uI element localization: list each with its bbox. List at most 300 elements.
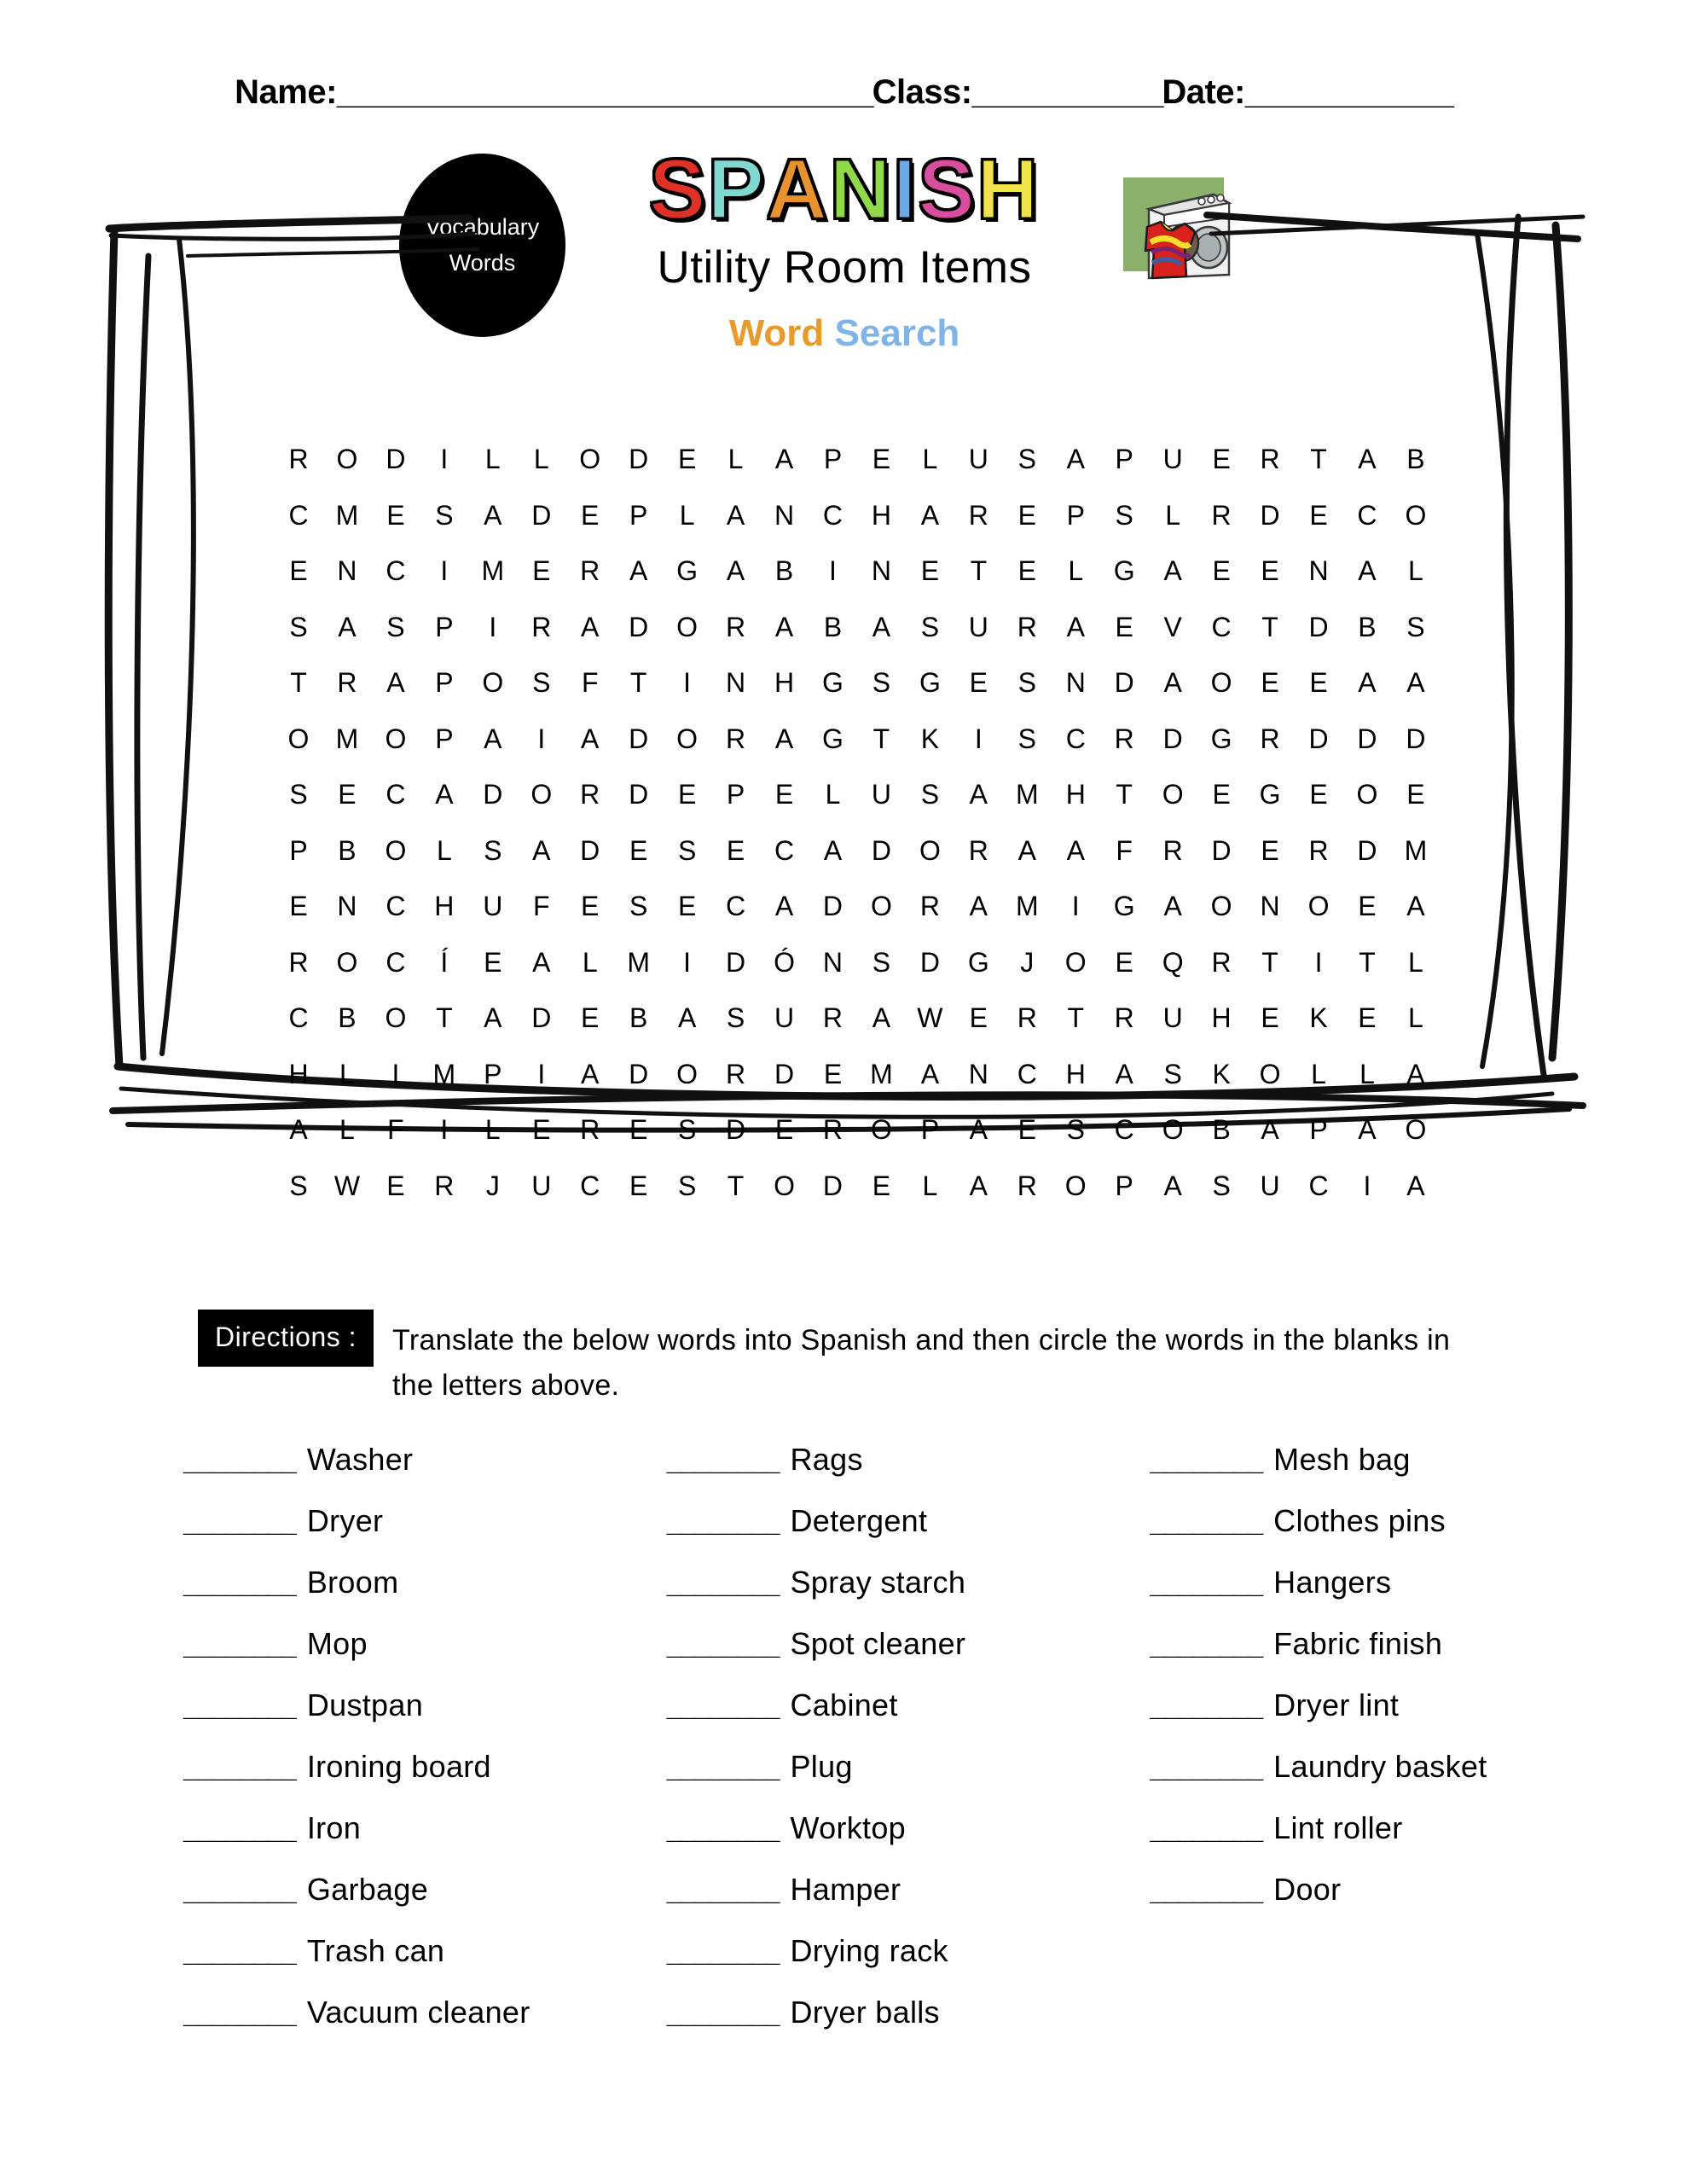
grid-letter[interactable]: R — [1114, 723, 1134, 754]
grid-letter[interactable]: E — [1017, 555, 1036, 586]
grid-letter[interactable]: C — [580, 1170, 600, 1201]
grid-row[interactable] — [277, 555, 1437, 587]
grid-letter[interactable]: A — [969, 779, 988, 810]
grid-letter[interactable]: E — [1406, 779, 1425, 810]
grid-letter[interactable]: D — [629, 1058, 649, 1089]
grid-letter[interactable]: S — [629, 891, 648, 921]
grid-letter[interactable]: P — [435, 723, 454, 754]
translation-blank[interactable]: ________ — [1150, 1629, 1262, 1660]
grid-letter[interactable]: A — [1066, 834, 1085, 866]
grid-letter[interactable]: T — [727, 1170, 745, 1201]
grid-letter[interactable]: G — [822, 667, 844, 698]
grid-letter[interactable]: A — [774, 723, 794, 754]
grid-letter[interactable]: E — [823, 1058, 843, 1089]
grid-letter[interactable]: Ó — [774, 946, 795, 978]
grid-letter[interactable]: P — [726, 779, 745, 810]
grid-letter[interactable]: M — [335, 499, 359, 531]
grid-letter[interactable]: E — [1261, 555, 1279, 586]
grid-letter[interactable]: D — [1211, 834, 1232, 866]
grid-letter[interactable]: D — [483, 779, 503, 810]
grid-letter[interactable]: A — [969, 1170, 988, 1201]
grid-letter[interactable]: O — [1210, 667, 1232, 698]
class-input-blank[interactable]: ___________ — [971, 73, 1162, 111]
translation-blank[interactable]: ________ — [666, 1751, 779, 1783]
translation-blank[interactable]: ________ — [666, 1874, 779, 1906]
grid-letter[interactable]: E — [338, 779, 357, 810]
translation-blank[interactable]: ________ — [666, 1997, 779, 2029]
grid-letter[interactable]: E — [920, 555, 940, 586]
grid-letter[interactable]: A — [532, 946, 551, 978]
grid-letter[interactable]: S — [872, 946, 891, 978]
grid-row[interactable] — [277, 947, 1437, 979]
grid-letter[interactable]: U — [968, 444, 988, 474]
grid-letter[interactable]: R — [1211, 946, 1232, 978]
grid-letter[interactable]: L — [484, 1114, 501, 1145]
grid-letter[interactable]: A — [726, 499, 745, 531]
grid-letter[interactable]: L — [436, 834, 452, 866]
grid-letter[interactable]: D — [1357, 723, 1377, 754]
grid-letter[interactable]: A — [1115, 1058, 1133, 1089]
grid-letter[interactable]: O — [1405, 499, 1427, 531]
grid-letter[interactable]: D — [1162, 723, 1183, 754]
grid-letter[interactable]: H — [288, 1058, 309, 1089]
grid-letter[interactable]: T — [629, 667, 647, 698]
grid-letter[interactable]: E — [581, 891, 600, 921]
grid-letter[interactable]: S — [289, 611, 308, 642]
grid-letter[interactable]: I — [683, 667, 692, 698]
grid-letter[interactable]: M — [1404, 834, 1428, 866]
grid-letter[interactable]: R — [726, 1058, 746, 1089]
grid-row[interactable] — [277, 835, 1437, 867]
grid-letter[interactable]: C — [1017, 1058, 1037, 1089]
grid-letter[interactable]: T — [1067, 1002, 1085, 1033]
grid-letter[interactable]: A — [289, 1114, 308, 1145]
grid-row[interactable] — [277, 1059, 1437, 1090]
grid-letter[interactable]: F — [581, 667, 599, 698]
grid-letter[interactable]: C — [386, 555, 406, 586]
grid-letter[interactable]: N — [337, 555, 357, 586]
grid-letter[interactable]: S — [435, 499, 454, 531]
grid-letter[interactable]: O — [336, 946, 358, 978]
grid-letter[interactable]: U — [531, 1170, 552, 1201]
grid-letter[interactable]: S — [532, 667, 551, 698]
grid-letter[interactable]: C — [1357, 499, 1377, 531]
grid-letter[interactable]: B — [1212, 1114, 1231, 1145]
grid-letter[interactable]: D — [774, 1058, 795, 1089]
grid-letter[interactable]: D — [726, 1114, 746, 1145]
grid-letter[interactable]: I — [537, 1058, 546, 1089]
grid-letter[interactable]: E — [1309, 779, 1328, 810]
grid-letter[interactable]: O — [1210, 891, 1232, 921]
grid-letter[interactable]: I — [440, 555, 449, 586]
grid-letter[interactable]: B — [774, 555, 794, 586]
grid-letter[interactable]: O — [385, 723, 407, 754]
grid-letter[interactable]: E — [1212, 779, 1231, 810]
grid-letter[interactable]: S — [920, 779, 940, 810]
grid-letter[interactable]: H — [1211, 1002, 1232, 1033]
grid-letter[interactable]: D — [1260, 499, 1280, 531]
grid-letter[interactable]: L — [582, 946, 598, 978]
grid-letter[interactable]: E — [1309, 499, 1328, 531]
grid-letter[interactable]: U — [483, 891, 503, 921]
grid-letter[interactable]: R — [1308, 834, 1329, 866]
grid-letter[interactable]: R — [1211, 499, 1232, 531]
grid-letter[interactable]: A — [1017, 834, 1036, 866]
translation-blank[interactable]: ________ — [666, 1690, 779, 1722]
grid-letter[interactable]: L — [533, 444, 549, 474]
grid-letter[interactable]: E — [677, 891, 697, 921]
translation-blank[interactable]: ________ — [666, 1567, 779, 1599]
grid-letter[interactable]: A — [1406, 1058, 1425, 1089]
grid-letter[interactable]: S — [677, 1114, 697, 1145]
grid-letter[interactable]: S — [872, 667, 891, 698]
grid-letter[interactable]: E — [1115, 611, 1133, 642]
translation-blank[interactable]: ________ — [1150, 1506, 1262, 1537]
grid-letter[interactable]: N — [1260, 891, 1280, 921]
grid-letter[interactable]: D — [1114, 667, 1134, 698]
grid-letter[interactable]: T — [1310, 444, 1327, 474]
grid-letter[interactable]: A — [484, 723, 502, 754]
grid-letter[interactable]: N — [871, 555, 891, 586]
grid-letter[interactable]: L — [679, 499, 695, 531]
grid-letter[interactable]: R — [968, 834, 988, 866]
grid-letter[interactable]: G — [676, 555, 699, 586]
grid-letter[interactable]: A — [1163, 891, 1182, 921]
grid-letter[interactable]: C — [1114, 1114, 1134, 1145]
date-input-blank[interactable]: ____________ — [1244, 73, 1452, 111]
grid-letter[interactable]: G — [822, 723, 844, 754]
grid-letter[interactable]: L — [1359, 1058, 1375, 1089]
grid-letter[interactable]: R — [726, 723, 746, 754]
grid-letter[interactable]: R — [822, 1114, 844, 1145]
translation-blank[interactable]: ________ — [666, 1813, 779, 1844]
grid-letter[interactable]: P — [629, 499, 648, 531]
grid-letter[interactable]: P — [484, 1058, 502, 1089]
grid-letter[interactable]: T — [1116, 779, 1133, 810]
grid-letter[interactable]: O — [676, 611, 699, 642]
grid-letter[interactable]: S — [1115, 499, 1133, 531]
grid-letter[interactable]: U — [1162, 1002, 1183, 1033]
grid-letter[interactable]: D — [1308, 723, 1329, 754]
grid-letter[interactable]: E — [532, 555, 551, 586]
grid-letter[interactable]: Q — [1162, 946, 1184, 978]
grid-letter[interactable]: E — [969, 1002, 988, 1033]
grid-letter[interactable]: A — [920, 499, 940, 531]
grid-letter[interactable]: E — [581, 499, 600, 531]
grid-letter[interactable]: R — [434, 1170, 455, 1201]
grid-letter[interactable]: P — [823, 444, 843, 474]
grid-letter[interactable]: I — [489, 611, 497, 642]
grid-letter[interactable]: W — [333, 1170, 361, 1201]
grid-row[interactable] — [277, 1002, 1437, 1034]
grid-letter[interactable]: C — [288, 499, 309, 531]
grid-letter[interactable]: O — [919, 834, 941, 866]
grid-letter[interactable]: R — [1017, 611, 1037, 642]
grid-letter[interactable]: R — [580, 1114, 600, 1145]
grid-letter[interactable]: P — [1115, 444, 1133, 474]
grid-letter[interactable]: I — [1071, 891, 1080, 921]
grid-letter[interactable]: O — [1356, 779, 1378, 810]
grid-letter[interactable]: U — [1260, 1170, 1280, 1201]
grid-row[interactable] — [277, 1114, 1437, 1146]
grid-letter[interactable]: E — [774, 1114, 794, 1145]
grid-letter[interactable]: G — [967, 946, 989, 978]
grid-letter[interactable]: L — [339, 1058, 355, 1089]
grid-letter[interactable]: E — [532, 1114, 551, 1145]
grid-letter[interactable]: W — [917, 1002, 943, 1033]
grid-letter[interactable]: E — [629, 1170, 648, 1201]
grid-letter[interactable]: F — [1116, 834, 1133, 866]
grid-letter[interactable]: E — [677, 444, 697, 474]
grid-letter[interactable]: L — [484, 444, 501, 474]
grid-letter[interactable]: G — [919, 667, 941, 698]
grid-letter[interactable]: E — [581, 1002, 600, 1033]
grid-letter[interactable]: L — [922, 444, 938, 474]
grid-letter[interactable]: S — [484, 834, 502, 866]
grid-letter[interactable]: M — [870, 1058, 893, 1089]
grid-letter[interactable]: E — [484, 946, 502, 978]
grid-letter[interactable]: O — [676, 1058, 699, 1089]
grid-letter[interactable]: D — [919, 946, 940, 978]
grid-letter[interactable]: E — [289, 891, 308, 921]
grid-letter[interactable]: R — [726, 611, 746, 642]
translation-blank[interactable]: ________ — [183, 1444, 295, 1476]
grid-letter[interactable]: O — [385, 1002, 407, 1033]
grid-letter[interactable]: I — [974, 723, 983, 754]
grid-letter[interactable]: T — [1359, 946, 1376, 978]
grid-letter[interactable]: O — [1162, 1114, 1184, 1145]
grid-letter[interactable]: S — [1406, 611, 1425, 642]
grid-letter[interactable]: P — [920, 1114, 940, 1145]
translation-blank[interactable]: ________ — [1150, 1813, 1262, 1844]
grid-letter[interactable]: D — [822, 891, 844, 921]
grid-letter[interactable]: R — [919, 891, 940, 921]
grid-letter[interactable]: B — [629, 1002, 648, 1033]
grid-letter[interactable]: O — [530, 779, 553, 810]
grid-letter[interactable]: L — [922, 1170, 938, 1201]
grid-letter[interactable]: E — [1261, 667, 1279, 698]
grid-letter[interactable]: T — [1261, 946, 1278, 978]
grid-letter[interactable]: A — [774, 444, 794, 474]
word-search-grid[interactable] — [277, 444, 1437, 1226]
grid-letter[interactable]: A — [1358, 667, 1377, 698]
grid-letter[interactable]: A — [629, 555, 648, 586]
grid-letter[interactable]: A — [581, 611, 600, 642]
grid-letter[interactable]: H — [871, 499, 891, 531]
grid-letter[interactable]: E — [289, 555, 308, 586]
grid-letter[interactable]: A — [1358, 444, 1377, 474]
grid-letter[interactable]: F — [387, 1114, 404, 1145]
grid-letter[interactable]: C — [1308, 1170, 1329, 1201]
grid-letter[interactable]: C — [822, 499, 844, 531]
grid-letter[interactable]: S — [920, 611, 940, 642]
grid-letter[interactable]: T — [970, 555, 988, 586]
grid-letter[interactable]: E — [1115, 946, 1133, 978]
grid-letter[interactable]: G — [1259, 779, 1281, 810]
grid-letter[interactable]: E — [969, 667, 988, 698]
grid-letter[interactable]: N — [1308, 555, 1329, 586]
grid-letter[interactable]: V — [1163, 611, 1182, 642]
grid-row[interactable] — [277, 667, 1437, 699]
grid-letter[interactable]: R — [580, 555, 600, 586]
grid-letter[interactable]: E — [872, 1170, 891, 1201]
grid-letter[interactable]: C — [386, 779, 406, 810]
grid-letter[interactable]: I — [683, 946, 692, 978]
grid-letter[interactable]: N — [774, 499, 795, 531]
grid-letter[interactable]: G — [1113, 891, 1135, 921]
grid-letter[interactable]: A — [338, 611, 357, 642]
grid-letter[interactable]: D — [580, 834, 600, 866]
grid-letter[interactable]: R — [288, 946, 309, 978]
grid-letter[interactable]: A — [484, 499, 502, 531]
grid-letter[interactable]: G — [1113, 555, 1135, 586]
grid-letter[interactable]: A — [872, 611, 891, 642]
grid-letter[interactable]: S — [289, 779, 308, 810]
grid-letter[interactable]: L — [1408, 555, 1423, 586]
grid-letter[interactable]: I — [391, 1058, 400, 1089]
grid-row[interactable] — [277, 1170, 1437, 1202]
grid-letter[interactable]: S — [726, 1002, 745, 1033]
grid-letter[interactable]: A — [1358, 555, 1377, 586]
grid-letter[interactable]: O — [287, 723, 310, 754]
grid-letter[interactable]: N — [1065, 667, 1086, 698]
grid-letter[interactable]: E — [629, 834, 648, 866]
grid-letter[interactable]: R — [580, 779, 600, 810]
grid-letter[interactable]: A — [920, 1058, 940, 1089]
grid-letter[interactable]: D — [822, 1170, 844, 1201]
grid-letter[interactable]: L — [1068, 555, 1084, 586]
grid-letter[interactable]: Í — [440, 946, 449, 978]
grid-letter[interactable]: A — [1406, 1170, 1425, 1201]
grid-letter[interactable]: A — [581, 1058, 600, 1089]
grid-letter[interactable]: O — [1162, 779, 1184, 810]
grid-letter[interactable]: A — [774, 891, 794, 921]
grid-letter[interactable]: G — [1210, 723, 1232, 754]
grid-letter[interactable]: I — [1363, 1170, 1371, 1201]
translation-blank[interactable]: ________ — [1150, 1874, 1262, 1906]
grid-letter[interactable]: D — [871, 834, 891, 866]
grid-letter[interactable]: A — [1261, 1114, 1279, 1145]
grid-row[interactable] — [277, 500, 1437, 531]
grid-letter[interactable]: E — [726, 834, 745, 866]
translation-blank[interactable]: ________ — [1150, 1690, 1262, 1722]
grid-letter[interactable]: R — [337, 667, 357, 698]
grid-row[interactable] — [277, 779, 1437, 810]
grid-letter[interactable]: O — [385, 834, 407, 866]
grid-letter[interactable]: C — [1065, 723, 1086, 754]
grid-letter[interactable]: A — [1406, 891, 1425, 921]
translation-blank[interactable]: ________ — [183, 1813, 295, 1844]
grid-letter[interactable]: L — [1311, 1058, 1326, 1089]
translation-blank[interactable]: ________ — [183, 1567, 295, 1599]
grid-letter[interactable]: A — [435, 779, 454, 810]
grid-letter[interactable]: E — [1261, 1002, 1279, 1033]
grid-row[interactable] — [277, 891, 1437, 922]
grid-letter[interactable]: I — [1314, 946, 1323, 978]
grid-letter[interactable]: N — [822, 946, 844, 978]
grid-letter[interactable]: R — [1017, 1002, 1037, 1033]
translation-blank[interactable]: ________ — [183, 1690, 295, 1722]
grid-letter[interactable]: E — [872, 444, 891, 474]
grid-letter[interactable]: D — [531, 1002, 552, 1033]
grid-letter[interactable]: S — [1163, 1058, 1182, 1089]
translation-blank[interactable]: ________ — [666, 1506, 779, 1537]
translation-blank[interactable]: ________ — [666, 1936, 779, 1967]
grid-letter[interactable]: E — [1309, 667, 1328, 698]
grid-letter[interactable]: L — [825, 779, 841, 810]
grid-letter[interactable]: A — [1163, 1170, 1182, 1201]
grid-letter[interactable]: D — [629, 723, 649, 754]
translation-blank[interactable]: ________ — [1150, 1567, 1262, 1599]
grid-letter[interactable]: R — [1260, 444, 1280, 474]
grid-letter[interactable]: R — [822, 1002, 844, 1033]
grid-letter[interactable]: C — [386, 891, 406, 921]
grid-letter[interactable]: C — [774, 834, 795, 866]
grid-letter[interactable]: B — [1406, 444, 1425, 474]
grid-letter[interactable]: L — [339, 1114, 355, 1145]
grid-letter[interactable]: M — [335, 723, 359, 754]
grid-letter[interactable]: R — [1114, 1002, 1134, 1033]
grid-row[interactable] — [277, 723, 1437, 755]
grid-letter[interactable]: C — [386, 946, 406, 978]
grid-letter[interactable]: P — [289, 834, 308, 866]
grid-letter[interactable]: E — [1017, 1114, 1036, 1145]
grid-row[interactable] — [277, 612, 1437, 643]
grid-letter[interactable]: T — [436, 1002, 453, 1033]
grid-letter[interactable]: D — [1308, 611, 1329, 642]
grid-letter[interactable]: O — [774, 1170, 795, 1201]
grid-row[interactable] — [277, 444, 1437, 475]
grid-letter[interactable]: T — [1261, 611, 1278, 642]
grid-letter[interactable]: D — [1406, 723, 1426, 754]
grid-letter[interactable]: A — [1066, 444, 1085, 474]
translation-blank[interactable]: ________ — [1150, 1444, 1262, 1476]
translation-blank[interactable]: ________ — [183, 1629, 295, 1660]
grid-letter[interactable]: P — [1309, 1114, 1328, 1145]
grid-letter[interactable]: D — [629, 444, 649, 474]
grid-letter[interactable]: E — [1358, 891, 1377, 921]
grid-letter[interactable]: A — [386, 667, 405, 698]
grid-letter[interactable]: K — [1309, 1002, 1328, 1033]
translation-blank[interactable]: ________ — [666, 1629, 779, 1660]
grid-letter[interactable]: U — [774, 1002, 795, 1033]
grid-letter[interactable]: A — [532, 834, 551, 866]
grid-letter[interactable]: E — [774, 779, 794, 810]
grid-letter[interactable]: M — [1015, 891, 1039, 921]
grid-letter[interactable]: A — [677, 1002, 697, 1033]
grid-letter[interactable]: O — [1064, 1170, 1087, 1201]
grid-letter[interactable]: E — [386, 499, 405, 531]
grid-letter[interactable]: R — [1162, 834, 1183, 866]
translation-blank[interactable]: ________ — [183, 1936, 295, 1967]
grid-letter[interactable]: O — [579, 444, 601, 474]
grid-letter[interactable]: F — [532, 891, 550, 921]
grid-letter[interactable]: A — [484, 1002, 502, 1033]
grid-letter[interactable]: M — [1015, 779, 1039, 810]
grid-letter[interactable]: S — [386, 611, 405, 642]
grid-letter[interactable]: A — [1066, 611, 1085, 642]
grid-letter[interactable]: A — [1163, 555, 1182, 586]
grid-letter[interactable]: P — [1066, 499, 1085, 531]
grid-letter[interactable]: E — [1212, 555, 1231, 586]
grid-letter[interactable]: S — [1212, 1170, 1231, 1201]
grid-letter[interactable]: P — [435, 667, 454, 698]
grid-letter[interactable]: A — [969, 891, 988, 921]
grid-letter[interactable]: C — [1211, 611, 1232, 642]
grid-letter[interactable]: E — [1358, 1002, 1377, 1033]
grid-letter[interactable]: O — [482, 667, 504, 698]
grid-letter[interactable]: D — [629, 779, 649, 810]
